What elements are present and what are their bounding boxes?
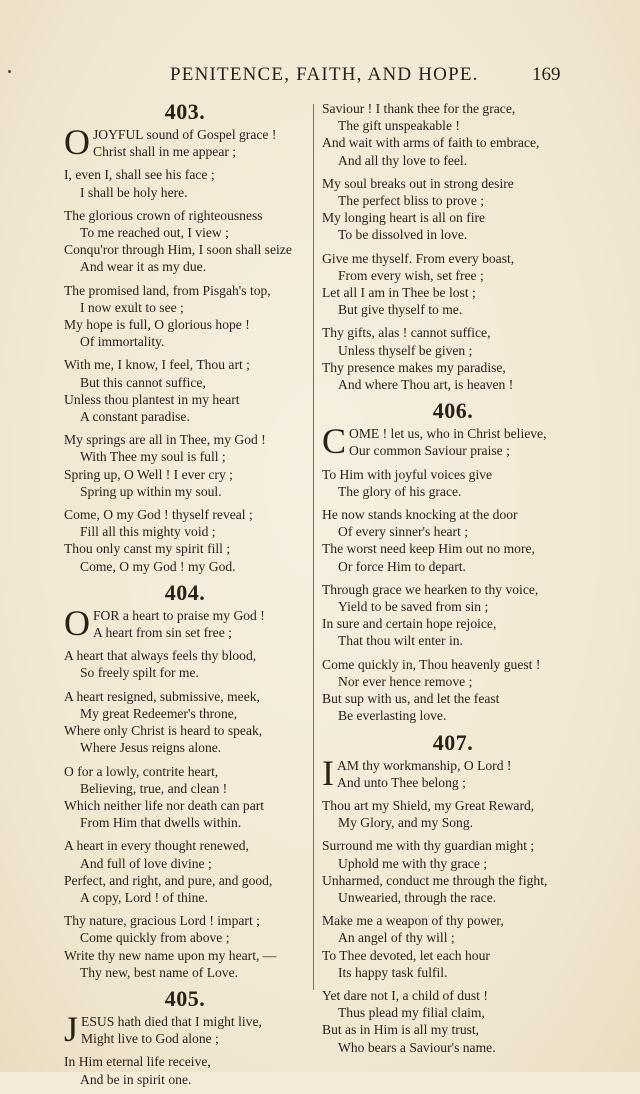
hymn: [322, 100, 584, 393]
hymn-line: Be everlasting love.: [338, 708, 447, 724]
hymn-line: With me, I know, I feel, Thou art ;: [64, 357, 250, 373]
hymn-line: Our common Saviour praise ;: [349, 443, 510, 459]
stanza: [322, 506, 584, 575]
hymn-line: Thy gifts, alas ! cannot suffice,: [322, 325, 491, 341]
stanza: [64, 912, 306, 981]
hymn-line: Nor ever hence remove ;: [338, 673, 473, 689]
hymn-line: An angel of thy will ;: [338, 930, 455, 946]
stanza: [64, 837, 306, 906]
hymn-line: And wear it as my due.: [80, 259, 207, 275]
stanza: [322, 100, 584, 169]
stanza: [64, 356, 306, 425]
hymn: [64, 987, 306, 1088]
hymn-line: Spring up, O Well ! I ever cry ;: [64, 466, 233, 482]
hymn-line: Fill all this mighty void ;: [80, 524, 216, 540]
page-number: 169: [532, 64, 561, 85]
hymn-line: He now stands knocking at the door: [322, 507, 518, 523]
hymn-opening: [64, 122, 306, 162]
hymn-number: 406.: [432, 398, 474, 424]
hymn-line: In sure and certain hope rejoice,: [322, 616, 497, 632]
stanza: [64, 763, 306, 832]
hymn-line: Where Jesus reigns alone.: [80, 740, 222, 756]
drop-cap: I: [322, 752, 334, 793]
hymn-line: Write thy new name upon my heart, —: [64, 947, 277, 963]
hymn-line: The worst need keep Him out no more,: [322, 541, 535, 557]
hymn-line: Of immortality.: [80, 334, 165, 350]
hymn-line: My great Redeemer's throne,: [80, 705, 238, 721]
hymn-line: The promised land, from Pisgah's top,: [64, 282, 271, 298]
hymn-line: Who bears a Saviour's name.: [338, 1039, 496, 1055]
hymn-line: Come quickly in, Thou heavenly guest !: [322, 656, 541, 672]
hymn-line: And be in spirit one.: [80, 1071, 192, 1087]
hymn-line: The gift unspeakable !: [338, 118, 460, 134]
hymn-line: Let all I am in Thee be lost ;: [322, 285, 476, 301]
hymn-number: 404.: [164, 579, 206, 605]
right-column: [322, 100, 584, 1062]
hymn-line: Yet dare not I, a child of dust !: [322, 987, 488, 1003]
hymn-line: A heart in every thought renewed,: [64, 838, 249, 854]
hymn-line: So freely spilt for me.: [80, 665, 199, 681]
hymn-line: A heart from sin set free ;: [93, 625, 232, 641]
hymn-line: But give thyself to me.: [338, 302, 463, 318]
hymn-line: Or force Him to depart.: [338, 558, 466, 574]
hymn-line: JOYFUL sound of Gospel grace !: [93, 127, 277, 142]
hymn-line: Come, O my God ! thyself reveal ;: [64, 507, 253, 523]
hymn-line: Give me thyself. From every boast,: [322, 250, 515, 266]
hymn-line: My springs are all in Thee, my God !: [64, 432, 266, 448]
stanza: [322, 656, 584, 725]
stanza: [64, 647, 306, 681]
running-head: PENITENCE, FAITH, AND HOPE.: [170, 64, 479, 85]
hymn-line: I shall be holy here.: [80, 184, 188, 200]
stanza: [322, 175, 584, 244]
hymn-opening: [64, 602, 306, 643]
hymn-line: Might live to God alone ;: [81, 1031, 219, 1047]
hymn-line: Thus plead my filial claim,: [338, 1005, 485, 1021]
column-divider: [313, 104, 314, 990]
hymn-line: But sup with us, and let the feast: [322, 691, 500, 707]
hymn-line: Come quickly from above ;: [80, 930, 230, 946]
stanza: [322, 324, 584, 393]
stanza: [322, 912, 584, 981]
hymn-line: And where Thou art, is heaven !: [338, 377, 514, 393]
stanza: [322, 987, 584, 1056]
hymn-line: And all thy love to feel.: [338, 152, 468, 168]
hymn-number: 403.: [164, 99, 206, 124]
hymn-line: To Him with joyful voices give: [322, 466, 493, 482]
hymn-line: A constant paradise.: [80, 409, 190, 425]
hymn-line: To Thee devoted, let each hour: [322, 947, 490, 963]
hymn-line: Thy new, best name of Love.: [80, 964, 239, 980]
hymn: [64, 100, 306, 575]
hymn: [322, 399, 584, 724]
hymn-line: The glorious crown of righteousness: [64, 207, 263, 223]
hymn-line: My soul breaks out in strong desire: [322, 175, 514, 191]
hymn-line: Christ shall in me appear ;: [93, 144, 237, 160]
hymn-line: My longing heart is all on fire: [322, 210, 486, 226]
hymn-line: That thou wilt enter in.: [338, 633, 463, 649]
hymn-opening: [322, 752, 584, 793]
hymn-line: With Thee my soul is full ;: [80, 449, 226, 465]
hymn-line: Believing, true, and clean !: [80, 780, 228, 796]
hymn-line: But this cannot suffice,: [80, 374, 206, 390]
left-column: [64, 100, 306, 1094]
hymn-line: I, even I, shall see his face ;: [64, 167, 215, 183]
hymn-line: Its happy task fulfil.: [338, 964, 448, 980]
stanza: [322, 466, 584, 500]
hymn-line: Thou only canst my spirit fill ;: [64, 541, 231, 557]
page-header: [0, 64, 640, 90]
hymn-line: Come, O my God ! my God.: [80, 558, 236, 574]
stanza: [64, 282, 306, 351]
hymn-opening: [64, 1008, 306, 1049]
hymn-line: Unharmed, conduct me through the fight,: [322, 872, 548, 888]
hymn-line: Unwearied, through the race.: [338, 889, 497, 905]
hymn-line: Thy nature, gracious Lord ! impart ;: [64, 913, 260, 929]
stanza: [322, 797, 584, 831]
drop-cap: O: [64, 122, 90, 162]
stanza: [64, 688, 306, 757]
hymn-line: Yield to be saved from sin ;: [338, 599, 489, 615]
stanza: [64, 431, 306, 500]
hymn-line: Thy presence makes my paradise,: [322, 359, 506, 375]
hymn-line: My hope is full, O glorious hope !: [64, 317, 250, 333]
hymn-line: Which neither life nor death can part: [64, 797, 265, 813]
drop-cap: O: [64, 602, 90, 643]
hymn-line: OME ! let us, who in Christ believe,: [349, 426, 547, 442]
hymn-line: A heart resigned, submissive, meek,: [64, 688, 260, 704]
hymn-line: Surround me with thy guardian might ;: [322, 838, 535, 854]
stanza: [64, 506, 306, 575]
hymn-line: To me reached out, I view ;: [80, 225, 229, 241]
hymn-line: A copy, Lord ! of thine.: [80, 889, 208, 905]
hymn-line: And wait with arms of faith to embrace,: [322, 135, 540, 151]
stanza: [64, 166, 306, 200]
hymn-line: AM thy workmanship, O Lord !: [337, 757, 512, 773]
drop-cap: J: [64, 1008, 79, 1049]
hymn-line: Conqu'ror through Him, I soon shall seize: [64, 242, 292, 258]
hymn-line: A heart that always feels thy blood,: [64, 648, 257, 664]
hymn-line: From Him that dwells within.: [80, 815, 242, 831]
hymn-line: To be dissolved in love.: [338, 227, 468, 243]
hymn-line: Unless thou plantest in my heart: [64, 391, 240, 407]
hymn-line: O for a lowly, contrite heart,: [64, 763, 219, 779]
hymn-number: 405.: [164, 985, 206, 1011]
stanza: [64, 207, 306, 276]
drop-cap: C: [322, 421, 347, 462]
hymn-line: From every wish, set free ;: [338, 267, 484, 283]
hymn: [322, 731, 584, 1056]
stanza: [322, 250, 584, 319]
hymn-line: ESUS hath died that I might live,: [81, 1013, 262, 1029]
hymn-line: Of every sinner's heart ;: [338, 524, 469, 540]
hymn-line: Uphold me with thy grace ;: [338, 855, 488, 871]
hymn-opening: [322, 421, 584, 462]
hymn-line: In Him eternal life receive,: [64, 1054, 211, 1070]
stanza: [322, 581, 584, 650]
hymn-line: And full of love divine ;: [80, 855, 212, 871]
hymn-line: My Glory, and my Song.: [338, 815, 474, 831]
hymn-line: I now exult to see ;: [80, 299, 184, 315]
hymn-line: The glory of his grace.: [338, 483, 462, 499]
hymn-line: Make me a weapon of thy power,: [322, 913, 504, 929]
stanza: [64, 1053, 306, 1087]
hymn-line: Through grace we hearken to thy voice,: [322, 581, 539, 597]
stanza: [322, 837, 584, 906]
hymn-line: FOR a heart to praise my God !: [93, 607, 265, 623]
hymn-line: Unless thyself be given ;: [338, 342, 473, 358]
hymn-number: 407.: [432, 729, 474, 755]
hymn-line: Spring up within my soul.: [80, 483, 222, 499]
hymn-line: Where only Christ is heard to speak,: [64, 723, 263, 739]
hymn-line: Perfect, and right, and pure, and good,: [64, 872, 273, 888]
hymn-line: Saviour ! I thank thee for the grace,: [322, 101, 516, 116]
hymn-line: The perfect bliss to prove ;: [338, 193, 485, 209]
hymn-line: But as in Him is all my trust,: [322, 1022, 480, 1038]
hymn-line: And unto Thee belong ;: [337, 774, 466, 790]
hymn-line: Thou art my Shield, my Great Reward,: [322, 797, 535, 813]
hymn: [64, 581, 306, 981]
